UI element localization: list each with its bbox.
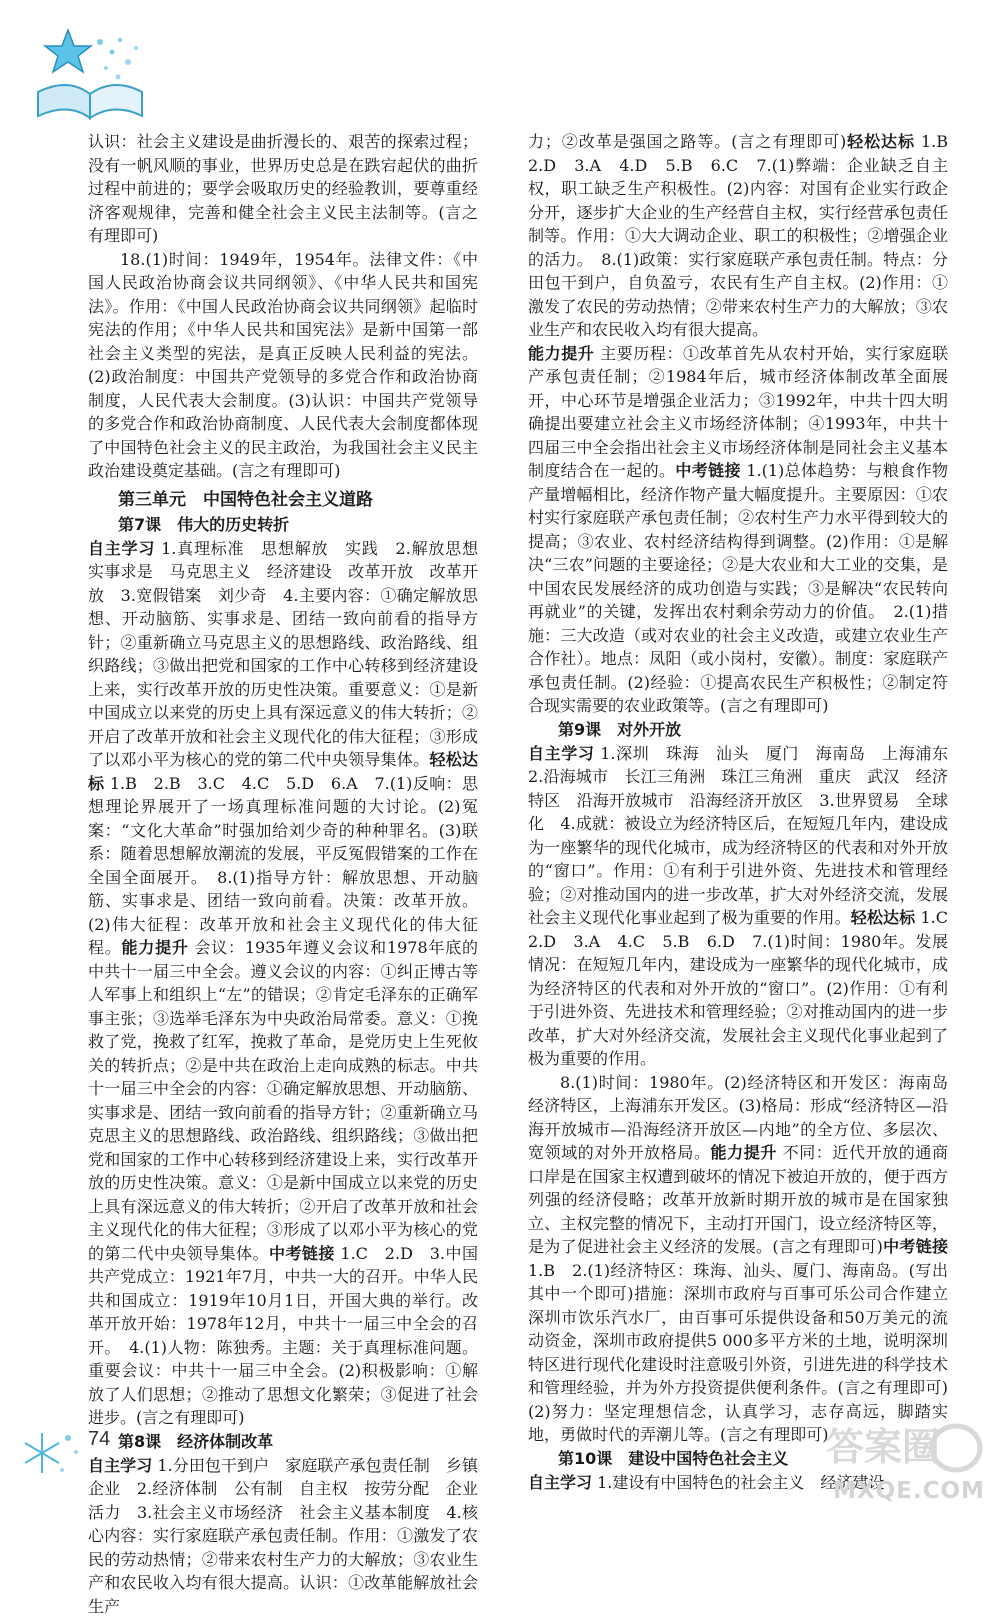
book-stars-logo [28,22,158,122]
answer-text: 1.B 2.B 3.C 4.C 5.D 6.A 7.(1)反响：思想理论界展开了一场真理标准问题的大讨论。(2)冤案：“文化大革命”时强加给刘少奇的种种罪名。(3)联系：随着思想解放潮流的发展，平反冤假错案的工作在全国全面展开。 8.(1)指导方针：解放思想、开动脑筋、实事求是、团结一致向前看。决策：改革开放。(2)伟大征程：改革开放和社会主义现代化的伟大征程。 [88,774,478,958]
answer-text: 1.深圳 珠海 汕头 厦门 海南岛 上海浦东 2.沿海城市 长江三角洲 珠江三角洲 重庆 武汉 经济特区 沿海开放城市 沿海经济开放区 3.世界贸易 全球化 4.成就：被设立为经济特区后，在短短几年内，建设成为一座繁华的现代化城市，成为经济特区的代表和对外开放的“窗口”。作用：①有利于引进外资、先进技术和管理经验；②对推动国内的进一步改革，扩大对外经济交流，发展社会主义现代化事业起到了极为重要的作用。 [528,744,964,928]
answer-text: 8.(1)时间：1980年。(2)经济特区和开发区：海南岛经济特区，上海浦东开发区。(3)格局：形成“经济特区—沿海开放城市—沿海经济开放区—内地”的全方位、多层次、宽领域的对外开放格局。 [528,1073,948,1163]
paragraph: 认识：社会主义建设是曲折漫长的、艰苦的探索过程；没有一帆风顺的事业，世界历史总是在跌宕起伏的曲折过程中前进的；要学会吸取历史的经验教训，要尊重经济客观规律，完善和健全社会主义民主法制等。(言之有理即可) [88,130,478,248]
section-tag: 能力提升 [711,1143,777,1162]
lesson-title: 第8课 经济体制改革 [88,1430,478,1454]
section-tag: 轻松达标 [851,908,916,927]
answer-text: 1.C 2.D 3.中国共产党成立：1921年7月，中共一大的召开。中华人民共和国成立：1919年10月1日，开国大典的举行。改革开放开始：1978年12月，中共十一届三中全会的召开。 4.(1)人物：陈独秀。主题：关于真理标准问题。重要会议：中共十一届三中全会。(2)积极影响：①解放了人们思想；②推动了思想文化繁荣；③促进了社会进步。(言之有理即可) [88,1244,478,1428]
snowflake-icon [22,1418,92,1478]
paragraph [528,342,948,718]
answer-text: 1.建设有中国特色的社会主义 经济建设 [592,1473,884,1492]
watermark-text: 答案圈 [826,1425,940,1469]
right-column [528,130,948,1494]
answer-text: 1.B 2.D 3.A 4.D 5.B 6.C 7.(1)弊端：企业缺乏自主权，职工缺乏生产积极性。(2)内容：对国有企业实行政企分开，逐步扩大企业的生产经营自主权，实行经营承包责任制等。作用：①大大调动企业、职工的积极性；②增强企业的活力。 8.(1)政策：实行家庭联产承包责任制。特点：分田包干到户，自负盈亏，农民有生产自主权。(2)作用：①激发了农民的劳动热情；②带来农村生产力的大解放；③农业生产和农民收入均有很大提高。 [528,132,964,339]
paragraph [88,1454,478,1618]
answer-text: 1.分田包干到户 家庭联产承包责任制 乡镇企业 2.经济体制 公有制 自主权 按劳分配 企业活力 3.社会主义市场经济 社会主义基本制度 4.核心内容：实行家庭联产承包责任制。作用：①激发了农民的劳动热情；②带来农村生产力的大解放；③农业生产和农民收入均有很大提高。认识：①改革能解放社会生产 [88,1456,478,1616]
section-tag: 中考链接 [269,1244,335,1263]
section-tag: 轻松达标 [846,132,915,151]
answer-text: 1.(1)总体趋势：与粮食作物产量增幅相比，经济作物产量大幅度提升。主要原因：①农村实行家庭联产承包责任制；②农村生产力水平得到较大的提高；③农业、农村经济结构得到调整。(2)作用：①是解决“三农”问题的主要途径；②是大农业和大工业的交集，是中国农民发展经济的成功创造与实践；③是解决“农民转向再就业”的关键，发挥出农村剩余劳动力的价值。 2.(1)措施：三大改造（或对农业的社会主义改造，或建立农业生产合作社）。地点：凤阳（或小岗村，安徽）。制度：家庭联产承包责任制。(2)经验：①提高农民生产积极性；②制定符合现实需要的农业政策等。(言之有理即可) [528,461,948,715]
answer-text: 不同：近代开放的通商口岸是在国家主权遭到破坏的情况下被迫开放的，便于西方列强的经济侵略；改革开放新时期开放的城市是在国家独立、主权完整的情况下，主动打开国门，设立经济特区等，是为了促进社会主义经济的发展。(言之有理即可) [528,1143,948,1256]
answer-text: 1.真理标准 思想解放 实践 2.解放思想 实事求是 马克思主义 经济建设 改革开放 改革开放 3.宽假错案 刘少奇 4.主要内容：①确定解放思想、开动脑筋、实事求是、团结一致向前看的指导方针；②重新确立马克思主义的思想路线、政治路线、组织路线；③做出把党和国家的工作中心转移到经济建设上来，实行改革开放的历史性决策。重要意义：①是新中国成立以来党的历史上具有深远意义的伟大转折；②开启了改革开放和社会主义现代化的伟大征程；③形成了以邓小平为核心的党的第二代中央领导集体。 [88,539,494,770]
lesson-title: 第9课 对外开放 [528,718,948,742]
left-column [88,130,478,1618]
section-tag: 自主学习 [88,539,155,558]
answer-text: 会议：1935年遵义会议和1978年底的中共十一届三中全会。遵义会议的内容：①纠正博古等人军事上和组织上“左”的错误；②肯定毛泽东的正确军事主张；③选举毛泽东为中央政治局常委。意义：①挽救了党，挽救了红军，挽救了革命，是党历史上生死攸关的转折点；②是中共在政治上走向成熟的标志。中共十一届三中全会的内容：①确定解放思想、开动脑筋、实事求是、团结一致向前看的指导方针；②重新确立马克思主义的思想路线、政治路线、组织路线；③做出把党和国家的工作中心转移到经济建设上来，实行改革开放的历史性决策。意义：①是新中国成立以来党的历史上具有深远意义的伟大转折；②开启了改革开放和社会主义现代化的伟大征程；③形成了以邓小平为核心的党的第二代中央领导集体。 [88,938,478,1263]
answer-text: 1.C 2.D 3.A 4.C 5.B 6.D 7.(1)时间：1980年。发展情况：在短短几年内，建设成为一座繁华的现代化城市，成为经济特区的代表和对外开放的“窗口”。(2)作用：①有利于引进外资、先进技术和管理经验；②对推动国内的进一步改革，扩大对外经济交流，发展社会主义现代化事业起到了极为重要的作用。 [528,908,964,1068]
section-tag: 自主学习 [88,1456,152,1475]
lesson-title: 第10课 建设中国特色社会主义 [528,1447,948,1471]
paragraph: 18.(1)时间：1949年，1954年。法律文件：《中国人民政治协商会议共同纲领》、《中华人民共和国宪法》。作用：《中国人民政治协商会议共同纲领》起临时宪法的作用；《中华人民共和国宪法》是新中国第一部社会主义类型的宪法，是真正反映人民利益的宪法。(2)政治制度：中国共产党领导的多党合作和政治协商制度，人民代表大会制度。(3)认识：中国共产党领导的多党合作和政治协商制度、人民代表大会制度都体现了中国特色社会主义的民主政治，为我国社会主义民主政治建设奠定基础。(言之有理即可) [88,248,478,483]
paragraph [528,1071,948,1447]
paragraph [528,130,948,342]
section-tag: 能力提升 [528,344,594,363]
page-number: 74 [88,1428,110,1451]
section-tag: 中考链接 [675,461,741,480]
section-tag: 自主学习 [528,1473,592,1492]
section-tag: 中考链接 [883,1237,948,1256]
answer-text: 1.B 2.(1)经济特区：珠海、汕头、厦门、海南岛。(写出其中一个即可)措施：深圳市政府与百事可乐公司合作建立深圳市饮乐汽水厂，由百事可乐提供设备和50万美元的流动资金，深圳市政府提供5 000多平方米的土地，说明深圳特区进行现代化建设时注意吸引外资，引进先进的科学技术和管理经验，并为外方投资提供便利条件。(言之有理即可)(2)努力：坚定理想信念，认真学习，志存高远，脚踏实地，勇做时代的弄潮儿等。(言之有理即可) [528,1261,948,1445]
answer-text: 主要历程：①改革首先从农村开始，实行家庭联产承包责任制；②1984年后，城市经济体制改革全面展开，中心环节是增强企业活力；③1992年，中共十四大明确提出要建立社会主义市场经济体制；④1993年，中共十四届三中全会指出社会主义市场经济体制是同社会主义基本制度结合在一起的。 [528,344,948,481]
section-tag: 能力提升 [122,938,189,957]
paragraph [528,742,948,1071]
paragraph [88,537,478,1430]
lesson-title: 第7课 伟大的历史转折 [88,513,478,537]
watermark-url: MXQE.COM [833,1478,985,1504]
section-tag: 自主学习 [528,744,595,763]
unit-title: 第三单元 中国特色社会主义道路 [88,487,478,513]
section-tag: 轻松达标 [88,750,478,793]
answer-text: 力；②改革是强国之路等。(言之有理即可) [528,132,846,151]
